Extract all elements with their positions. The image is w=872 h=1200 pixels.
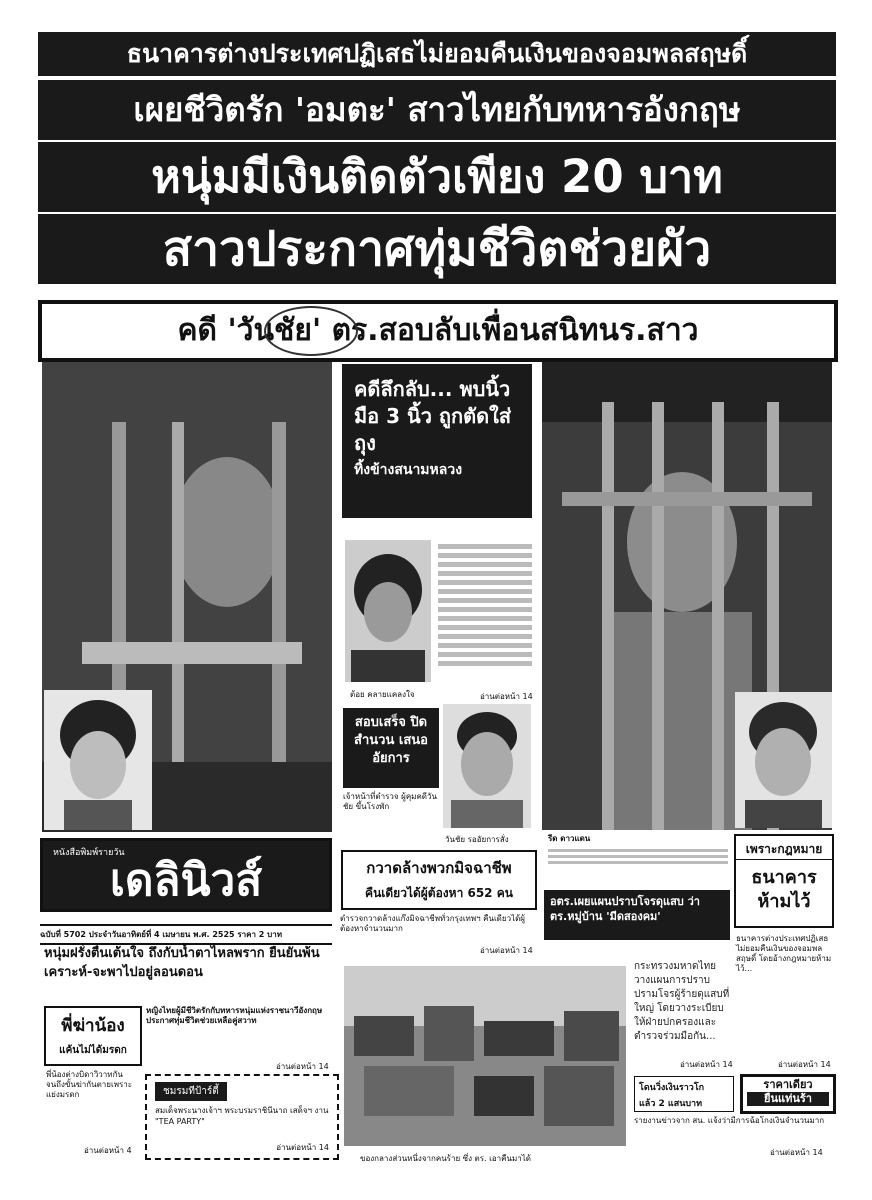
center-feature-caption[interactable]: อ่านต่อหน้า 14	[480, 692, 533, 701]
banner-text: คดี 'วันชัย' ตร.สอบลับเพื่อนสนิทนร.สาว	[177, 313, 699, 348]
logo-line1: ราคาเดียว	[763, 1078, 813, 1091]
crime-text: ตำรวจกวาดล้างแก๊งมิจฉาชีพทั่วกรุงเทพฯ คืนเดียวได้ผู้ต้องหาจำนวนมาก	[340, 914, 525, 933]
probe-box	[343, 708, 439, 788]
headline-line3: หนุ่มมีเงินติดตัวเพียง 20 บาท	[38, 142, 836, 212]
police-text: กระทรวงมหาดไทยวางแผนการปราบปรามโจรผู้ร้ายดุแสบที่ใหญ่ โดยวางระเบียบให้ฝ่ายปกครองและตำรวจร่วมมือกัน...	[634, 961, 730, 1042]
wanchai-caption: วันชัย รออัยการสั่ง	[445, 835, 509, 844]
sibling-subtitle: แค้นไม่ได้มรดก	[59, 1045, 127, 1056]
sibling-text: พี่น้องต่างบิดาวิวาทกันจนถึงขั้นฆ่ากันตายเพราะแย่งมรดก	[46, 1070, 133, 1099]
photo-man-inset	[735, 692, 832, 828]
center-feature-text	[438, 540, 532, 670]
headline-line2: เผยชีวิตรัก 'อมตะ' สาวไทยกับทหารอังกฤษ	[38, 80, 836, 140]
headline-line1: ธนาคารต่างประเทศปฏิเสธไม่ยอมคืนเงินของจอมพลสฤษดิ์	[38, 32, 836, 76]
money-box	[634, 1076, 734, 1112]
police-title: อตร.เผยแผนปราบโจรดุแสบ ว่าตร.หมู่บ้าน 'มีดสองคม'	[550, 895, 700, 923]
bank-box	[734, 834, 834, 928]
photo-wanchai	[443, 704, 531, 828]
probe-text: เจ้าหน้าที่ตำรวจ ผู้คุมคดีวันชัย ขึ้นโรงพัก	[343, 792, 437, 811]
headline-line4: สาวประกาศทุ่มชีวิตช่วยผัว	[38, 214, 836, 284]
bank-caption[interactable]: อ่านต่อหน้า 14	[778, 1060, 831, 1069]
crime-title: กวาดล้างพวกมิจฉาชีพ	[366, 859, 512, 877]
tea-title: ชมรมทีป้าร์ตี้	[155, 1082, 227, 1101]
bottom-photo-caption: ของกลางส่วนหนึ่งจากคนร้าย ซึ่ง ตร. เอาคืนมาได้	[360, 1154, 531, 1163]
right-photo-caption-text	[548, 846, 728, 867]
photo-woman-inset	[44, 690, 152, 830]
crime-box	[341, 850, 537, 910]
sibling-box	[44, 1006, 142, 1066]
farang-text: หญิงไทยผู้มีชีวิตรักกับทหารหนุ่มแห่งราชนาวีอังกฤษ ประกาศทุ่มชีวิตช่วยเหลือคู่สวาท	[146, 1006, 323, 1025]
masthead[interactable]	[40, 838, 332, 912]
bank-title: เพราะกฎหมาย	[736, 840, 832, 860]
money-line2: แล้ว 2 แสนบาท	[639, 1099, 703, 1109]
center-photo-caption: ต้อย คลายแคลงใจ	[350, 690, 415, 699]
sibling-title: พี่ฆ่าน้อง	[61, 1016, 125, 1036]
photo-woman-center	[345, 540, 431, 682]
center-feature-subtitle: ทิ้งข้างสนามหลวง	[354, 462, 463, 478]
masthead-sup: หนังสือพิมพ์รายวัน	[53, 848, 125, 858]
money-line1: โดนวิ่งเงินราวโก	[639, 1083, 705, 1093]
center-feature-box	[342, 364, 532, 518]
money-caption[interactable]: อ่านต่อหน้า 14	[770, 1148, 823, 1157]
crime-subtitle: คืนเดียวได้ผู้ต้องหา 652 คน	[365, 886, 513, 900]
sibling-caption[interactable]: อ่านต่อหน้า 4	[84, 1146, 132, 1155]
police-caption[interactable]: อ่านต่อหน้า 14	[680, 1060, 733, 1069]
tea-caption[interactable]: อ่านต่อหน้า 14	[276, 1143, 329, 1152]
masthead-issue: ฉบับที่ 5702 ประจำวันอาทิตย์ที่ 4 เมษายน พ.ศ. 2525 ราคา 2 บาท	[40, 924, 332, 945]
farang-title: หนุ่มฝรั่งตื่นเต้นใจ ถึงกับน้ำตาไหลพราก ยืนยันพ้นเคราะห์-จะพาไปอยู่ลอนดอน	[44, 946, 320, 980]
bank-big: ธนาคาร ห้ามไว้	[751, 867, 817, 912]
logo-box	[740, 1074, 836, 1114]
crime-caption[interactable]: อ่านต่อหน้า 14	[480, 946, 533, 955]
probe-title: สอบเสร็จ ปิดสำนวน เสนออัยการ	[354, 715, 428, 766]
tea-box	[145, 1074, 339, 1160]
tea-text: สมเด็จพระนางเจ้าฯ พระบรมราชินีนาถ เสด็จฯ งาน "TEA PARTY"	[155, 1106, 329, 1126]
farang-caption[interactable]: อ่านต่อหน้า 14	[276, 1062, 329, 1071]
stamp-icon	[264, 306, 358, 356]
money-text: รายงานข่าวจาก สน. แจ้งว่ามีการฉ้อโกงเงินจำนวนมาก	[634, 1116, 825, 1125]
center-feature-title: คดีลึกลับ... พบนิ้วมือ 3 นิ้ว ถูกตัดใส่ถุง	[354, 377, 512, 455]
banner	[38, 300, 838, 362]
photo-seized-goods	[344, 966, 626, 1146]
right-photo-caption: รีด ดาวแดน	[548, 834, 591, 843]
bank-text: ธนาคารต่างประเทศปฏิเสธไม่ยอมคืนเงินของจอมพลสฤษดิ์ โดยอ้างกฎหมายห้ามไว้...	[736, 934, 832, 973]
logo-line2: ยืนแท่นร้า	[747, 1092, 829, 1106]
masthead-name: เดลินิวส์	[109, 855, 263, 906]
police-title-box	[544, 890, 730, 940]
